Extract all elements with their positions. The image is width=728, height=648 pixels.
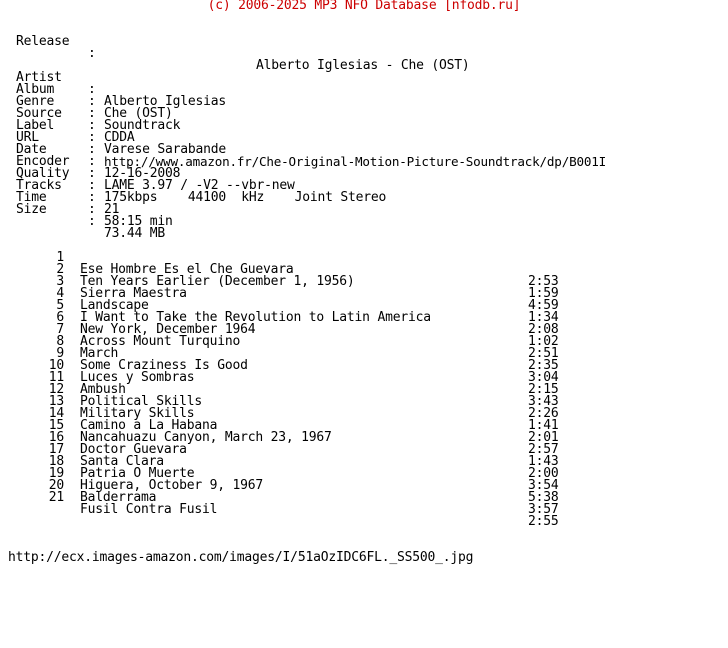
field-value: LAME 3.97 / -V2 --vbr-new — [104, 178, 295, 193]
field-label: Time — [16, 190, 47, 205]
field-value: 175kbps 44100 kHz Joint Stereo — [104, 190, 387, 205]
track-number: 4 — [56, 286, 64, 301]
track-title: Luces y Sombras — [80, 370, 195, 385]
field-label: Date — [16, 142, 47, 157]
field-separator: : — [88, 94, 96, 109]
track-number: 21 — [48, 490, 64, 505]
track-number: 6 — [56, 310, 64, 325]
track-number: 15 — [48, 418, 64, 433]
track-number: 17 — [48, 442, 64, 457]
track-title: Higuera, October 9, 1967 — [80, 478, 264, 493]
track-time: 3:43 — [528, 394, 559, 409]
field-separator: : — [88, 130, 96, 145]
track-title: Camino a La Habana — [80, 418, 218, 433]
track-time: 2:26 — [528, 406, 559, 421]
track-time: 1:41 — [528, 418, 559, 433]
field-separator: : — [88, 154, 96, 169]
track-time: 2:57 — [528, 442, 559, 457]
track-number: 5 — [56, 298, 64, 313]
track-number: 14 — [48, 406, 64, 421]
track-number: 10 — [48, 358, 64, 373]
field-value: Varese Sarabande — [104, 142, 227, 157]
track-number: 11 — [48, 370, 64, 385]
track-number: 3 — [56, 274, 64, 289]
track-number: 7 — [56, 322, 64, 337]
track-title: March — [80, 346, 119, 361]
track-time: 5:38 — [528, 490, 559, 505]
track-time: 3:57 — [528, 502, 559, 517]
field-value: 12-16-2008 — [104, 166, 181, 181]
track-title: Military Skills — [80, 406, 195, 421]
field-separator: : — [88, 142, 96, 157]
field-value: Soundtrack — [104, 118, 181, 133]
track-time: 1:43 — [528, 454, 559, 469]
field-value: 21 — [104, 202, 120, 217]
track-number: 8 — [56, 334, 64, 349]
release-separator: : — [88, 46, 96, 61]
track-number: 9 — [56, 346, 64, 361]
track-time: 2:51 — [528, 346, 559, 361]
track-time: 2:35 — [528, 358, 559, 373]
field-label: Genre — [16, 94, 55, 109]
field-value: Alberto Iglesias — [104, 94, 227, 109]
track-number: 16 — [48, 430, 64, 445]
track-time: 2:55 — [528, 514, 559, 529]
track-title: Ese Hombre Es el Che Guevara — [80, 262, 294, 277]
field-label: Size — [16, 202, 47, 217]
track-title: Ambush — [80, 382, 126, 397]
track-time: 3:54 — [528, 478, 559, 493]
track-time: 1:59 — [528, 286, 559, 301]
track-title: Santa Clara — [80, 454, 164, 469]
field-separator: : — [88, 106, 96, 121]
track-title: Patria O Muerte — [80, 466, 195, 481]
field-value: 58:15 min — [104, 214, 173, 229]
track-number: 19 — [48, 466, 64, 481]
track-title: Balderrama — [80, 490, 157, 505]
field-label: Label — [16, 118, 55, 133]
track-title: Landscape — [80, 298, 149, 313]
field-separator: : — [88, 118, 96, 133]
field-label: Album — [16, 82, 55, 97]
track-time: 3:04 — [528, 370, 559, 385]
release-line — [0, 24, 728, 73]
track-title: Across Mount Turquino — [80, 334, 241, 349]
track-title: Sierra Maestra — [80, 286, 187, 301]
copyright-banner: (c) 2006-2025 MP3 NFO Database [nfodb.ru] — [207, 0, 521, 13]
track-time: 1:34 — [528, 310, 559, 325]
field-label: Source — [16, 106, 62, 121]
field-separator: : — [88, 178, 96, 193]
track-number: 1 — [56, 250, 64, 265]
field-separator: : — [88, 214, 96, 229]
image-url: http://ecx.images-amazon.com/images/I/51aOzIDC6FL._SS500_.jpg — [8, 550, 474, 565]
track-time: 2:08 — [528, 322, 559, 337]
track-title: Ten Years Earlier (December 1, 1956) — [80, 274, 355, 289]
track-title: Doctor Guevara — [80, 442, 187, 457]
track-title: Some Craziness Is Good — [80, 358, 248, 373]
field-label: Tracks — [16, 178, 62, 193]
track-time: 2:01 — [528, 430, 559, 445]
release-label: Release — [16, 34, 70, 49]
field-separator: : — [88, 166, 96, 181]
field-label: URL — [16, 130, 39, 145]
field-separator: : — [88, 190, 96, 205]
track-number: 20 — [48, 478, 64, 493]
track-number: 18 — [48, 454, 64, 469]
field-label: Quality — [16, 166, 70, 181]
field-value: CDDA — [104, 130, 135, 145]
track-time: 2:53 — [528, 274, 559, 289]
track-time: 1:02 — [528, 334, 559, 349]
track-title: New York, December 1964 — [80, 322, 256, 337]
field-value: Che (OST) — [104, 106, 173, 121]
track-number: 13 — [48, 394, 64, 409]
track-time: 2:00 — [528, 466, 559, 481]
track-title: Political Skills — [80, 394, 203, 409]
track-title: Fusil Contra Fusil — [80, 502, 218, 517]
field-separator: : — [88, 82, 96, 97]
track-time: 2:15 — [528, 382, 559, 397]
field-label: Artist — [16, 70, 62, 85]
release-value: Alberto Iglesias - Che (OST) — [256, 58, 470, 73]
track-number: 2 — [56, 262, 64, 277]
field-value: http://www.amazon.fr/Che-Original-Motion-Picture-Soundtrack/dp/B001I — [104, 154, 606, 169]
field-separator: : — [88, 202, 96, 217]
track-time: 4:59 — [528, 298, 559, 313]
track-title: Nancahuazu Canyon, March 23, 1967 — [80, 430, 332, 445]
track-title: I Want to Take the Revolution to Latin America — [80, 310, 431, 325]
field-value: 73.44 MB — [104, 226, 166, 241]
track-number: 12 — [48, 382, 64, 397]
field-label: Encoder — [16, 154, 70, 169]
